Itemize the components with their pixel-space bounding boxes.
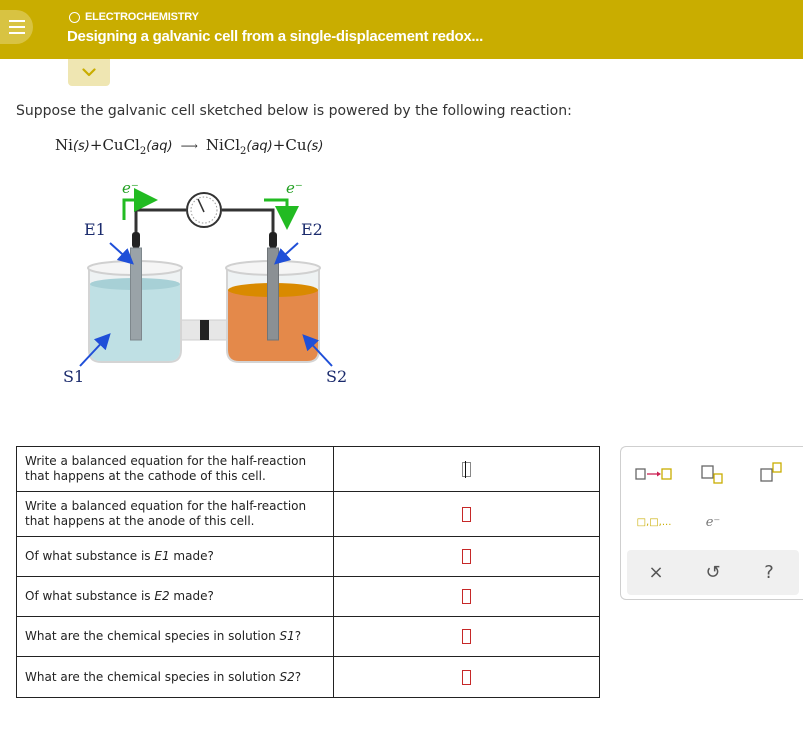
- topic-circle-icon: [69, 12, 80, 23]
- electrode-clamp-left: [132, 232, 140, 248]
- electrode-clamp-right: [269, 232, 277, 248]
- question-cell: [17, 537, 334, 577]
- product2: Cu: [285, 136, 307, 154]
- wire-left: [136, 210, 186, 232]
- question-text: ?: [294, 629, 302, 643]
- math-palette: [620, 446, 803, 600]
- product2-state: (s): [306, 139, 324, 154]
- answer-cell: [334, 577, 600, 617]
- label-s1: S1: [63, 367, 85, 386]
- table-row: [17, 617, 600, 657]
- question-cell: [17, 617, 334, 657]
- subscript-template-button[interactable]: [697, 461, 729, 487]
- palette-actions: [627, 550, 799, 595]
- question-text: made?: [169, 549, 214, 563]
- answer-cell: [334, 492, 600, 537]
- table-row: [17, 577, 600, 617]
- question-prompt: Suppose the galvanic cell sketched below is powered by the following reaction:: [16, 103, 572, 119]
- header-bar: [0, 0, 803, 59]
- answer-cell: [334, 447, 600, 492]
- collapse-button[interactable]: [68, 59, 110, 86]
- label-arrow-e1: [110, 243, 131, 262]
- topic-row: [69, 10, 199, 24]
- electron-label-right: e⁻: [286, 179, 303, 197]
- question-cell: [17, 577, 334, 617]
- electron-button[interactable]: [697, 511, 729, 533]
- question-variable: E2: [154, 589, 170, 603]
- reaction-template-icon: [634, 467, 674, 481]
- reaction-arrow-icon: ⟶: [180, 139, 198, 153]
- question-text: Of what substance is: [25, 589, 155, 603]
- voltmeter-icon: [187, 193, 221, 227]
- answer-input-s1[interactable]: [462, 629, 471, 644]
- help-icon: ?: [764, 562, 774, 583]
- label-arrow-e2: [277, 243, 298, 262]
- electron-label: e⁻: [705, 514, 721, 530]
- answer-input-cathode[interactable]: [462, 462, 471, 477]
- reactant2-subscript: 2: [139, 146, 147, 157]
- answer-input-e2[interactable]: [462, 589, 471, 604]
- product1-subscript: 2: [240, 146, 247, 157]
- question-variable: E1: [154, 549, 170, 563]
- table-row: [17, 492, 600, 537]
- superscript-template-button[interactable]: [755, 459, 787, 485]
- table-row: [17, 537, 600, 577]
- label-e1: E1: [84, 220, 106, 239]
- undo-button[interactable]: [688, 550, 738, 595]
- answer-input-s2[interactable]: [462, 670, 471, 685]
- answer-input-anode[interactable]: [462, 507, 471, 522]
- question-text: made?: [169, 589, 214, 603]
- reactant1: Ni: [55, 136, 73, 154]
- help-button[interactable]: [744, 550, 794, 595]
- salt-bridge-plug: [200, 320, 209, 340]
- product1-state: (aq): [246, 139, 273, 154]
- question-variable: S1: [279, 629, 295, 643]
- wire-right: [222, 210, 273, 232]
- answer-table: [16, 446, 600, 698]
- undo-icon: ↺: [705, 562, 721, 583]
- list-template-button[interactable]: [631, 511, 677, 533]
- electrode-e1: [131, 248, 142, 340]
- page-title: Designing a galvanic cell from a single-displacement redox...: [67, 28, 483, 45]
- question-cell: Write a balanced equation for the half-reaction that happens at the anode of this cell.: [17, 492, 334, 537]
- question-text: What are the chemical species in solution: [25, 669, 280, 684]
- clear-button[interactable]: [631, 550, 681, 595]
- label-e2: E2: [301, 220, 323, 239]
- chevron-down-icon: [82, 68, 96, 77]
- reactant1-state: (s): [72, 139, 90, 154]
- galvanic-cell-diagram: [0, 170, 400, 400]
- electron-label-left: e⁻: [122, 179, 139, 197]
- question-text: What are the chemical species in solution: [25, 629, 280, 643]
- menu-icon[interactable]: [0, 10, 33, 44]
- reactant2-state: (aq): [146, 139, 173, 154]
- question-cell: [17, 657, 334, 698]
- question-variable: S2: [279, 669, 295, 684]
- list-template-label: □,□,...: [636, 516, 672, 528]
- label-s2: S2: [326, 367, 348, 386]
- reactant2: CuCl: [102, 136, 140, 154]
- superscript-icon: [757, 460, 785, 484]
- answer-cell: [334, 657, 600, 698]
- answer-input-e1[interactable]: [462, 549, 471, 564]
- question-cell: Write a balanced equation for the half-reaction that happens at the cathode of this cell.: [17, 447, 334, 492]
- question-text: Of what substance is: [25, 549, 155, 563]
- subscript-icon: [699, 463, 727, 485]
- table-row: [17, 447, 600, 492]
- reaction-equation: Ni(s)+CuCl$_2$(aq) ⟶ NiCl$_2$(aq)+Cu(s): [55, 136, 324, 157]
- close-icon: ×: [648, 562, 664, 583]
- topic-label: ELECTROCHEMISTRY: [85, 11, 199, 23]
- product1: NiCl: [205, 136, 241, 154]
- reaction-arrow-template-button[interactable]: [633, 463, 675, 485]
- answer-cell: [334, 617, 600, 657]
- table-row: [17, 657, 600, 698]
- answer-cell: [334, 537, 600, 577]
- question-text: ?: [294, 669, 302, 684]
